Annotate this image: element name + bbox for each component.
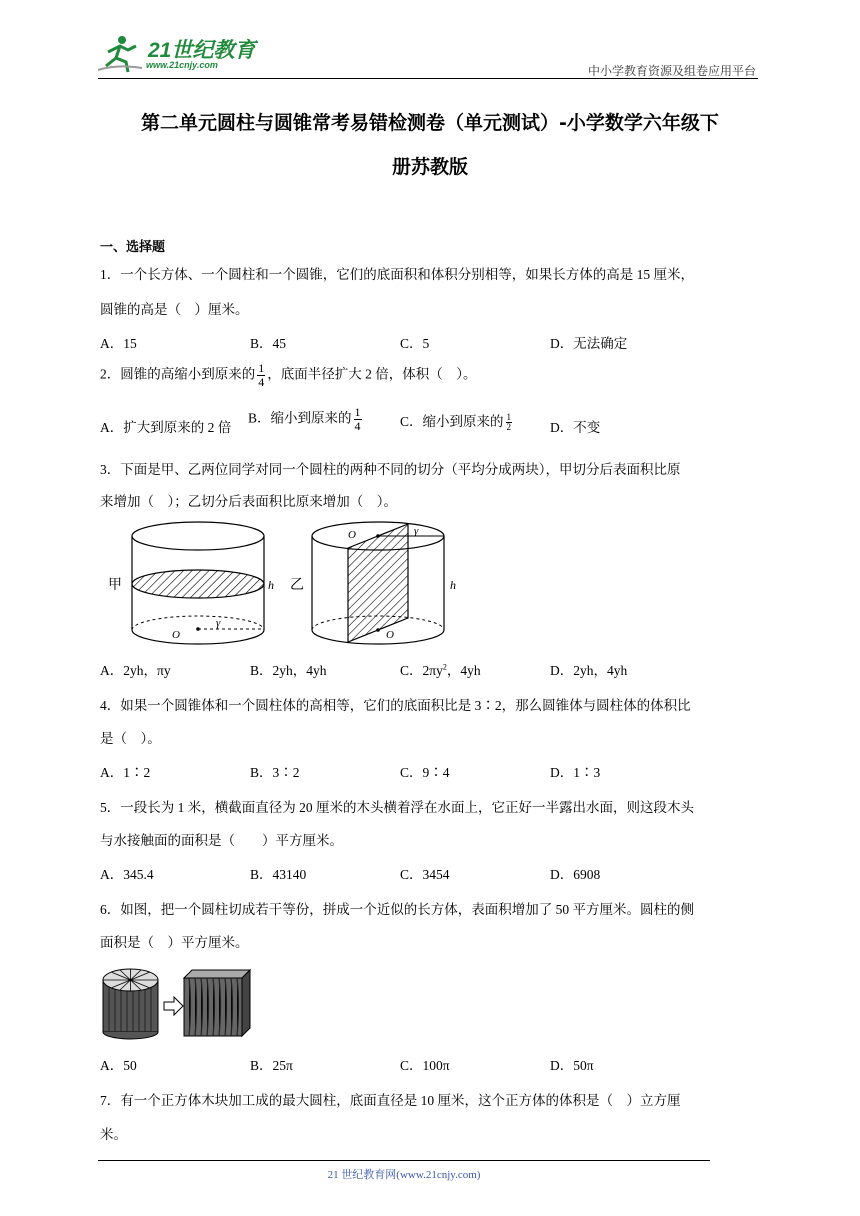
q3-line2: 来增加（ ）；乙切分后表面积比原来增加（ ）。 bbox=[100, 494, 397, 509]
q1-option-d: D．无法确定 bbox=[550, 336, 628, 351]
doc-title-line1: 第二单元圆柱与圆锥常考易错检测卷（单元测试）-小学数学六年级下 bbox=[141, 112, 719, 134]
q4-option-d: D．1∶3 bbox=[550, 765, 601, 780]
q3-option-a: A．2yh，πy bbox=[100, 663, 171, 678]
q2-option-a: A．扩大到原来的 2 倍 bbox=[100, 420, 232, 435]
q2-option-c: C．缩小到原来的 $\frac{1}{2}$ bbox=[400, 412, 512, 433]
q3-cylinder-figure bbox=[100, 518, 470, 650]
fig-label-h-left: h bbox=[268, 578, 274, 592]
q6-cylinder-to-cuboid-figure bbox=[100, 964, 266, 1040]
logo-url: www.21cnjy.com bbox=[146, 60, 218, 70]
q3-option-d: D．2yh，4yh bbox=[550, 663, 628, 678]
q6-option-d: D．50π bbox=[550, 1058, 594, 1073]
q5-line2: 与水接触面的面积是（ ）平方厘米。 bbox=[100, 833, 343, 848]
fig-label-h-right: h bbox=[450, 578, 456, 592]
doc-title-line2: 册苏教版 bbox=[391, 156, 468, 178]
fig-label-jia: 甲 bbox=[108, 578, 122, 593]
q3-option-c: C．$2\pi y^2$，4yh bbox=[400, 662, 481, 678]
q4-option-c: C．9∶4 bbox=[400, 765, 450, 780]
q5-option-c: C．3454 bbox=[400, 867, 450, 882]
fig-label-r-left: γ bbox=[216, 617, 221, 629]
fig-label-o-right-bottom: O bbox=[386, 629, 394, 641]
fig-label-yi: 乙 bbox=[290, 578, 304, 593]
q3-option-b: B．2yh，4yh bbox=[250, 663, 327, 678]
q7-line2: 米。 bbox=[100, 1127, 127, 1142]
q4-line2: 是（ ）。 bbox=[100, 731, 161, 746]
q5-option-a: A．345.4 bbox=[100, 867, 154, 882]
q1-option-c: C．5 bbox=[400, 336, 430, 351]
q2-option-d: D．不变 bbox=[550, 420, 601, 435]
q2-text-b: ，底面半径扩大 2 倍，体积（ ）。 bbox=[267, 366, 477, 382]
q6-line1: 6．如图，把一个圆柱切成若干等份，拼成一个近似的长方体，表面积增加了 50 平方厘米。圆柱的侧 bbox=[100, 902, 694, 917]
q6-line2: 面积是（ ）平方厘米。 bbox=[100, 935, 249, 950]
q1-option-a: A．15 bbox=[100, 336, 137, 351]
q3-line1: 3．下面是甲、乙两位同学对同一个圆柱的两种不同的切分（平均分成两块），甲切分后表面积比原 bbox=[100, 462, 681, 477]
page-header bbox=[98, 32, 758, 79]
q4-option-b: B．3∶2 bbox=[250, 765, 300, 780]
cylinder-yi bbox=[312, 522, 444, 644]
q2-fraction: $\frac{1}{4}$ bbox=[258, 361, 265, 389]
q1-line2: 圆锥的高是（ ）厘米。 bbox=[100, 302, 249, 317]
q5-option-b: B．43140 bbox=[250, 867, 307, 882]
q6-option-a: A．50 bbox=[100, 1058, 137, 1073]
q7-line1: 7．有一个正方体木块加工成的最大圆柱，底面直径是 10 厘米，这个正方体的体积是（ ）立方厘 bbox=[100, 1093, 681, 1108]
q5-option-d: D．6908 bbox=[550, 867, 601, 882]
platform-name: 中小学教育资源及组卷应用平台 bbox=[587, 64, 756, 78]
q2-option-b: B．缩小到原来的 $\frac{1}{4}$ bbox=[248, 405, 361, 433]
q6-option-b: B．25π bbox=[250, 1058, 293, 1073]
q4-option-a: A．1∶2 bbox=[100, 765, 151, 780]
fig-label-o-left: O bbox=[172, 629, 180, 641]
fig-label-o-right-top: O bbox=[348, 529, 356, 541]
cylinder-jia bbox=[132, 522, 264, 644]
q1-line1: 1．一个长方体、一个圆柱和一个圆锥，它们的底面积和体积分别相等，如果长方体的高是 15 厘米， bbox=[100, 267, 694, 282]
q6-option-c: C．100π bbox=[400, 1058, 450, 1073]
section-heading: 一、选择题 bbox=[100, 240, 166, 255]
fig-label-r-right: γ bbox=[414, 525, 419, 537]
footer-divider bbox=[98, 1160, 710, 1161]
q2-stem bbox=[100, 362, 477, 389]
q4-line1: 4．如果一个圆锥体和一个圆柱体的高相等，它们的底面积比是 3∶2，那么圆锥体与圆柱体的体积比 bbox=[100, 698, 691, 713]
footer-text: 21 世纪教育网(www.21cnjy.com) bbox=[327, 1169, 481, 1181]
logo-text: 21世纪教育 bbox=[148, 39, 256, 62]
q2-text-a: 2．圆锥的高缩小到原来的 bbox=[100, 366, 256, 382]
q5-line1: 5．一段长为 1 米，横截面直径为 20 厘米的木头横着浮在水面上，它正好一半露出水面，则这段木头 bbox=[100, 800, 694, 815]
q1-option-b: B．45 bbox=[250, 336, 287, 351]
